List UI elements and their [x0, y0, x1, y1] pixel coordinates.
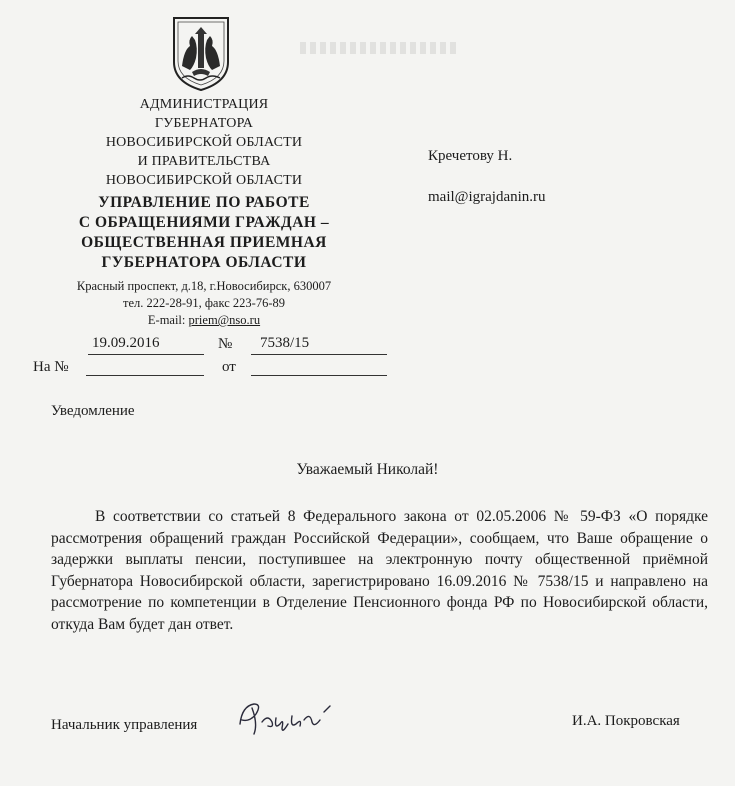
ref-number-line: [86, 357, 204, 376]
body-line: «О порядке рассмотрения обращений граждан Российской Федерации»,: [51, 508, 708, 547]
org-line: АДМИНИСТРАЦИЯ: [139, 97, 269, 112]
phones-text: тел. 222-28-91, факс 223-76-89: [123, 296, 285, 310]
signatory-name: И.А. Покровская: [572, 713, 680, 729]
body-line: электронную почту общественной приёмной Губернатора Новосибирской: [51, 551, 709, 590]
org-email-link[interactable]: priem@nso.ru: [188, 313, 261, 327]
body-line: В соответствии со статьей 8 Федерального закона от 02.05.2006 № 59-ФЗ: [95, 508, 629, 525]
contact-block: [30, 278, 378, 329]
dept-line: ГУБЕРНАТОРА ОБЛАСТИ: [101, 254, 307, 271]
org-line: И ПРАВИТЕЛЬСТВА: [137, 154, 271, 169]
bleed-through-mark: [300, 42, 460, 54]
address-text: Красный проспект, д.18, г.Новосибирск, 630007: [76, 279, 332, 293]
coat-of-arms-icon: [168, 14, 234, 92]
dept-line: С ОБРАЩЕНИЯМИ ГРАЖДАН –: [78, 214, 330, 231]
department-name-block: [30, 193, 378, 273]
org-name-block: [30, 95, 378, 190]
registration-date: 19.09.2016: [92, 335, 160, 351]
dept-line: ОБЩЕСТВЕННАЯ ПРИЕМНАЯ: [81, 234, 327, 251]
notice-label: Уведомление: [51, 403, 135, 419]
email-line: [30, 312, 378, 329]
dept-line: УПРАВЛЕНИЕ ПО РАБОТЕ: [98, 194, 310, 211]
org-line: НОВОСИБИРСКОЙ ОБЛАСТИ: [105, 135, 303, 150]
greeting: Уважаемый Николай!: [296, 461, 439, 478]
recipient-name: Кречетову Н.: [428, 148, 513, 164]
org-line: НОВОСИБИРСКОЙ ОБЛАСТИ: [105, 173, 303, 188]
handwritten-signature-icon: [232, 694, 362, 739]
number-label: №: [218, 336, 233, 352]
body-line: по компетенции в Отделение Пенсионного фонда РФ по Новосибирской области,: [148, 594, 708, 612]
org-line: ГУБЕРНАТОРА: [154, 116, 254, 131]
recipient-email: mail@igrajdanin.ru: [428, 189, 546, 205]
ref-from-label: от: [222, 359, 236, 375]
ref-from-line: [251, 357, 387, 376]
letter-body: [51, 506, 708, 636]
ref-number-label: На №: [33, 359, 69, 375]
registration-number: 7538/15: [260, 335, 310, 351]
email-label: E-mail:: [147, 313, 189, 327]
body-line: откуда Вам будет дан ответ.: [51, 615, 234, 633]
signatory-title: Начальник управления: [51, 717, 198, 733]
body-line: области, зарегистрировано 16.09.2016 № 7538/15 и направлено на рассмотрение: [51, 572, 708, 612]
body-line: сообщаем, что Ваше обращение о задержки выплаты пенсии, поступившее на: [51, 529, 708, 569]
